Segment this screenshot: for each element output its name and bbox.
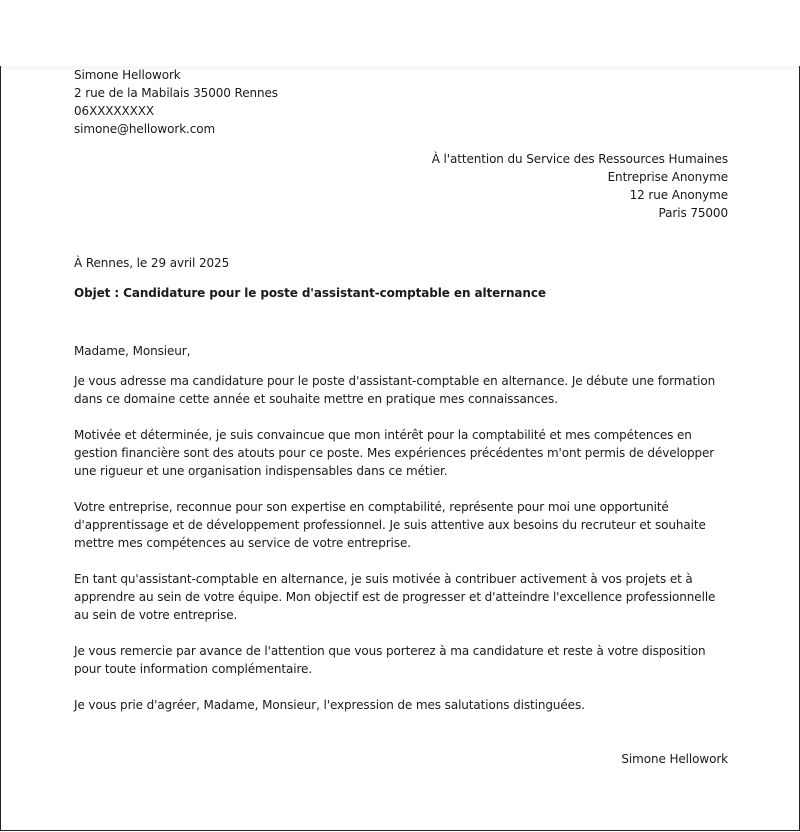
date-line: À Rennes, le 29 avril 2025 — [74, 256, 230, 270]
signature: Simone Hellowork — [621, 752, 728, 766]
salutation: Madame, Monsieur, — [74, 344, 191, 358]
body-paragraph-4: En tant qu'assistant-comptable en alternance, je suis motivée à contribuer activement à vos projets et à apprendre au sein de votre équipe. Mon objectif est de progresser et d'atteindre l'excellence professionnelle au sein de votre entreprise. — [74, 572, 716, 622]
sender-address: 2 rue de la Mabilais 35000 Rennes — [74, 86, 278, 100]
body-paragraph-3: Votre entreprise, reconnue pour son expertise en comptabilité, représente pour moi une opportunité d'apprentissage et de développement professionnel. Je suis attentive aux besoins du recruteur et souhaite mettre mes compétences au service de votre entreprise. — [74, 500, 706, 550]
recipient-city: Paris 75000 — [658, 206, 728, 220]
subject-line: Objet : Candidature pour le poste d'assistant-comptable en alternance — [74, 286, 546, 300]
recipient-street: 12 rue Anonyme — [629, 188, 728, 202]
recipient-company: Entreprise Anonyme — [607, 170, 728, 184]
sender-phone: 06XXXXXXXX — [74, 104, 155, 118]
letter-content — [74, 66, 728, 768]
sender-block — [74, 66, 728, 138]
sender-email: simone@hellowork.com — [74, 122, 216, 136]
closing-formula: Je vous prie d'agréer, Madame, Monsieur, l'expression de mes salutations distinguées. — [74, 698, 585, 712]
recipient-attention: À l'attention du Service des Ressources Humaines — [431, 152, 728, 166]
body-paragraph-1: Je vous adresse ma candidature pour le poste d'assistant-comptable en alternance. Je débute une formation dans ce domaine cette année et souhaite mettre en pratique mes connaissances. — [74, 374, 716, 406]
recipient-block — [74, 150, 728, 222]
body-paragraph-2: Motivée et déterminée, je suis convaincue que mon intérêt pour la comptabilité et mes compétences en gestion financière sont des atouts pour ce poste. Mes expériences précédentes m'ont permis de développer une rigueur et une organisation indispensables dans ce métier. — [74, 428, 715, 478]
sender-name: Simone Hellowork — [74, 68, 181, 82]
letter-page — [0, 66, 800, 831]
body-paragraph-5: Je vous remercie par avance de l'attention que vous porterez à ma candidature et reste à votre disposition pour toute information complémentaire. — [74, 644, 706, 676]
top-bar — [0, 0, 800, 66]
